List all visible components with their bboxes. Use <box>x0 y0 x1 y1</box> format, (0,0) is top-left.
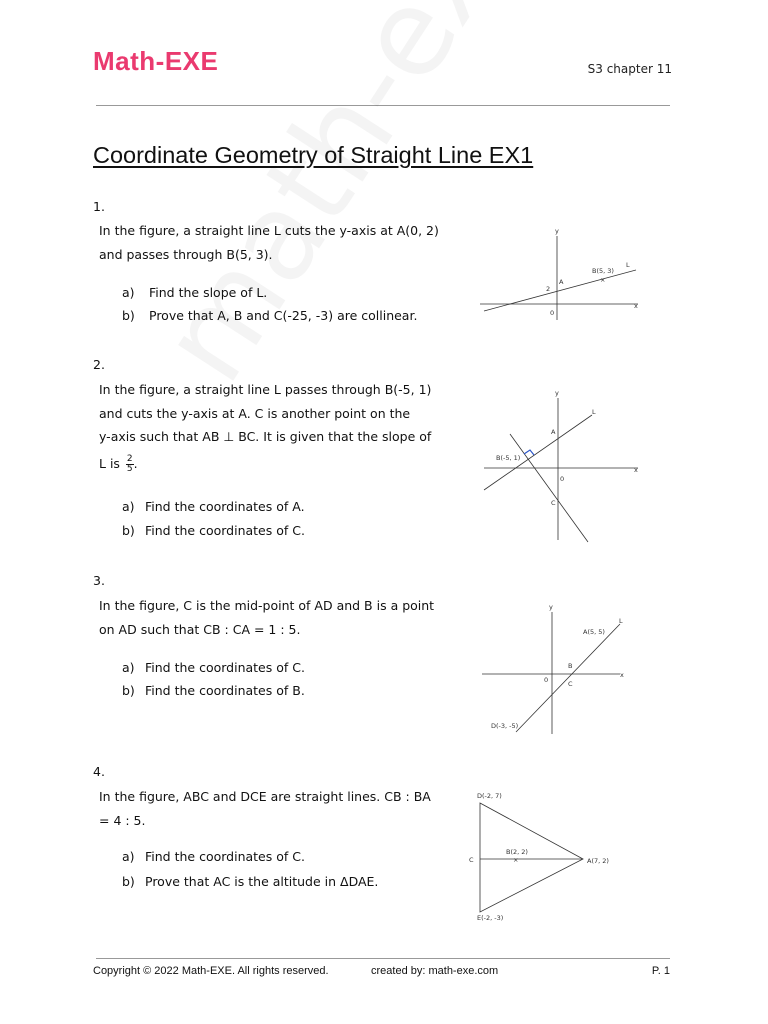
question-2-part-b: b) Find the coordinates of C. <box>122 523 305 538</box>
x-axis-label: x <box>634 466 638 474</box>
question-3-line-1: In the figure, C is the mid-point of AD and B is a point <box>99 598 435 613</box>
y-axis-label: y <box>549 603 553 611</box>
question-2-line-3: y-axis such that AB ⊥ BC. It is given that the slope of <box>99 429 432 444</box>
point-c-label: C <box>568 680 573 688</box>
line-bc <box>510 434 588 542</box>
point-a-label: A <box>559 278 564 286</box>
question-3-part-a: a) Find the coordinates of C. <box>122 660 305 675</box>
question-4-part-b: b) Prove that AC is the altitude in ΔDAE. <box>122 874 379 889</box>
footer-copyright: Copyright © 2022 Math-EXE. All rights reserved. <box>93 965 329 977</box>
point-b-mark: × <box>600 276 606 284</box>
line-l-label: L <box>619 617 623 625</box>
question-4-figure <box>465 786 645 928</box>
point-c-label: C <box>469 856 474 864</box>
x-axis-label: x <box>634 302 638 310</box>
y-axis-label: y <box>555 227 559 235</box>
y-axis-label: y <box>555 389 559 397</box>
point-b-label: B(-5, 1) <box>496 454 521 462</box>
origin-label: 0 <box>544 676 549 684</box>
question-2-line-4: L is $\frac{2}{5}$ . <box>99 453 138 474</box>
question-3-number: 3. <box>93 573 105 588</box>
intercept-label: 2 <box>546 285 551 293</box>
header-divider <box>96 105 670 106</box>
question-2-figure <box>470 384 650 546</box>
point-b-label: B(5, 3) <box>592 267 614 275</box>
question-4-line-2: = 4 : 5. <box>99 812 146 828</box>
question-1-part-b: b) Prove that A, B and C(-25, -3) are collinear. <box>122 308 418 323</box>
point-c-label: C <box>551 499 556 507</box>
question-1-line-2: and passes through B(5, 3). <box>99 246 273 262</box>
point-a-label: A <box>551 428 556 436</box>
point-b-mark: × <box>513 856 519 864</box>
question-3-text <box>99 594 451 641</box>
point-b-label: B <box>568 662 573 670</box>
line-l <box>484 415 592 490</box>
footer-page-number: P. 1 <box>651 965 670 977</box>
point-d-label: D(-3, -5) <box>491 722 519 730</box>
line-l <box>516 624 620 732</box>
question-2-part-a: a) Find the coordinates of A. <box>122 499 305 514</box>
question-1-line-1: In the figure, a straight line L cuts the y-axis at A(0, 2) <box>99 223 439 238</box>
page-title: Coordinate Geometry of Straight Line EX1 <box>93 142 534 168</box>
point-e-label: E(-2, -3) <box>477 914 504 922</box>
slope-fraction: $\frac{2}{5}$ <box>126 453 133 474</box>
question-2-line-1: In the figure, a straight line L passes through B(-5, 1) <box>99 382 432 397</box>
footer-divider <box>96 958 670 959</box>
question-1-text <box>99 219 451 266</box>
question-4-text <box>99 785 451 832</box>
right-angle-mark <box>524 450 534 455</box>
x-axis-label: x <box>620 671 624 679</box>
question-4-number: 4. <box>93 764 105 779</box>
question-3-part-b: b) Find the coordinates of B. <box>122 683 305 698</box>
point-a-label: A(7, 2) <box>587 857 609 865</box>
point-a-label: A(5, 5) <box>583 628 605 636</box>
watermark <box>135 0 722 406</box>
point-d-label: D(-2, 7) <box>477 792 502 800</box>
question-1-part-a: a) Find the slope of L. <box>122 285 268 300</box>
question-2-number: 2. <box>93 357 105 372</box>
line-l-label: L <box>626 261 630 269</box>
origin-label: 0 <box>560 475 565 483</box>
question-3-figure <box>470 598 650 740</box>
question-1-number: 1. <box>93 199 105 214</box>
question-3-line-2: on AD such that CB : CA = 1 : 5. <box>99 621 301 637</box>
origin-label: 0 <box>550 309 555 317</box>
footer-created-by: created by: math-exe.com <box>371 965 499 977</box>
line-l <box>484 270 636 311</box>
chapter-label: S3 chapter 11 <box>587 62 672 76</box>
triangle-dae <box>480 803 583 912</box>
point-b-label: B(2, 2) <box>506 848 528 856</box>
question-2-line-2: and cuts the y-axis at A. C is another point on the <box>99 405 411 421</box>
line-l-label: L <box>592 408 596 416</box>
question-4-part-a: a) Find the coordinates of C. <box>122 849 305 864</box>
question-4-line-1: In the figure, ABC and DCE are straight lines. CB : BA <box>99 789 431 804</box>
question-1-figure <box>470 222 650 330</box>
question-2-text <box>99 378 451 475</box>
brand-logo: Math-EXE <box>93 46 219 76</box>
